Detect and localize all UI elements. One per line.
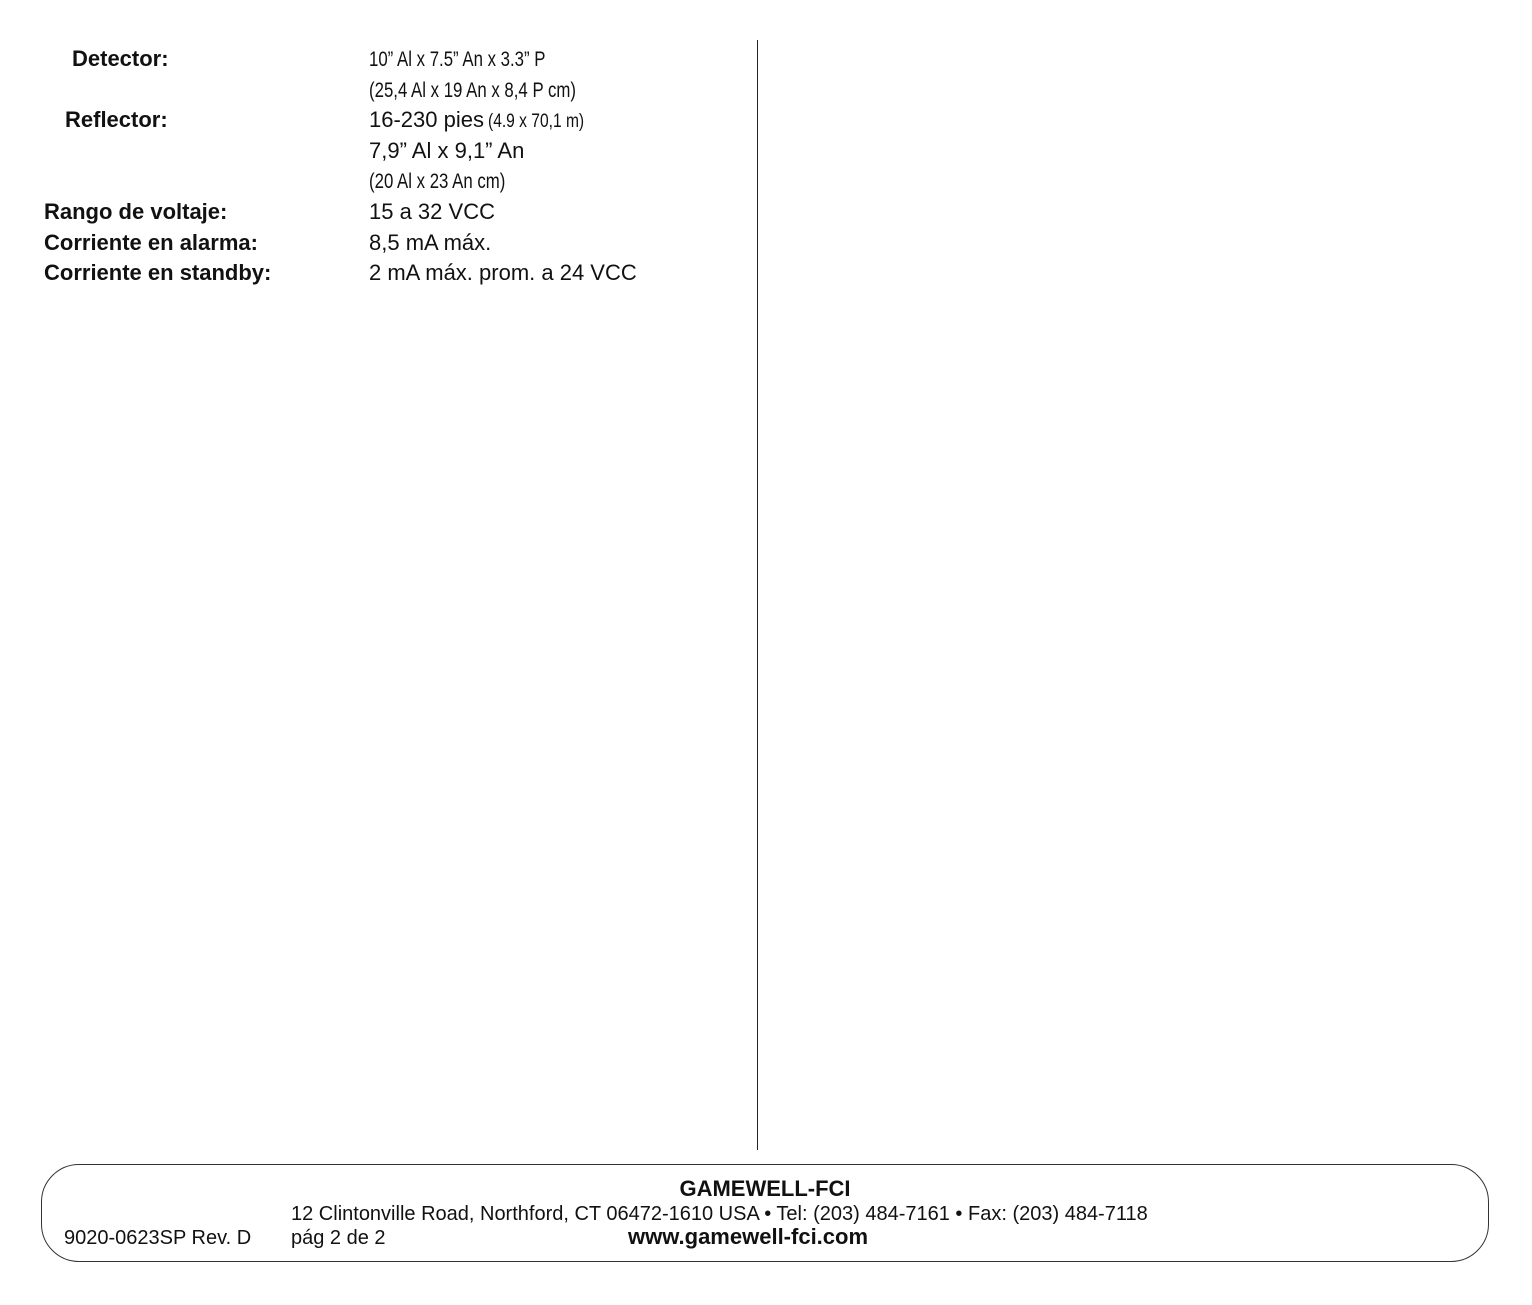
reflector-size: 7,9” Al x 9,1” An	[369, 138, 525, 163]
voltage-range-label: Rango de voltaje:	[44, 199, 228, 224]
alarm-current-label: Corriente en alarma:	[44, 230, 258, 255]
reflector-range-metric: (4.9 x 70,1 m)	[488, 111, 585, 132]
document-number: 9020-0623SP Rev. D	[64, 1227, 252, 1249]
detector-dimensions-inches: 10” Al x 7.5” An x 3.3” P	[369, 48, 546, 71]
detector-dimensions-metric-line	[369, 78, 628, 106]
reflector-range	[369, 107, 606, 136]
standby-current-value: 2 mA máx. prom. a 24 VCC	[369, 260, 637, 285]
detector-dimensions-metric: (25,4 Al x 19 An x 8,4 P cm)	[369, 79, 576, 102]
company-address: 12 Clintonville Road, Northford, CT 06472-1610 USA • Tel: (203) 484-7161 • Fax: (203) 484-7118	[291, 1203, 1148, 1225]
voltage-range-value: 15 a 32 VCC	[369, 199, 495, 224]
company-name: GAMEWELL-FCI	[679, 1176, 851, 1201]
reflector-range-feet: 16-230 pies	[369, 107, 484, 132]
footer-box	[41, 1164, 1489, 1262]
specifications-section	[0, 0, 740, 300]
page-number: pág 2 de 2	[291, 1227, 386, 1249]
website-link[interactable]: www.gamewell-fci.com	[628, 1224, 869, 1249]
detector-dimensions	[369, 47, 590, 75]
reflector-size-metric: (20 Al x 23 An cm)	[369, 170, 506, 193]
alarm-current-value: 8,5 mA máx.	[369, 230, 492, 255]
standby-current-label: Corriente en standby:	[44, 260, 272, 285]
reflector-size-metric-line	[369, 169, 539, 197]
column-divider	[757, 40, 758, 1150]
detector-label: Detector:	[72, 46, 169, 71]
reflector-label: Reflector:	[65, 107, 168, 132]
